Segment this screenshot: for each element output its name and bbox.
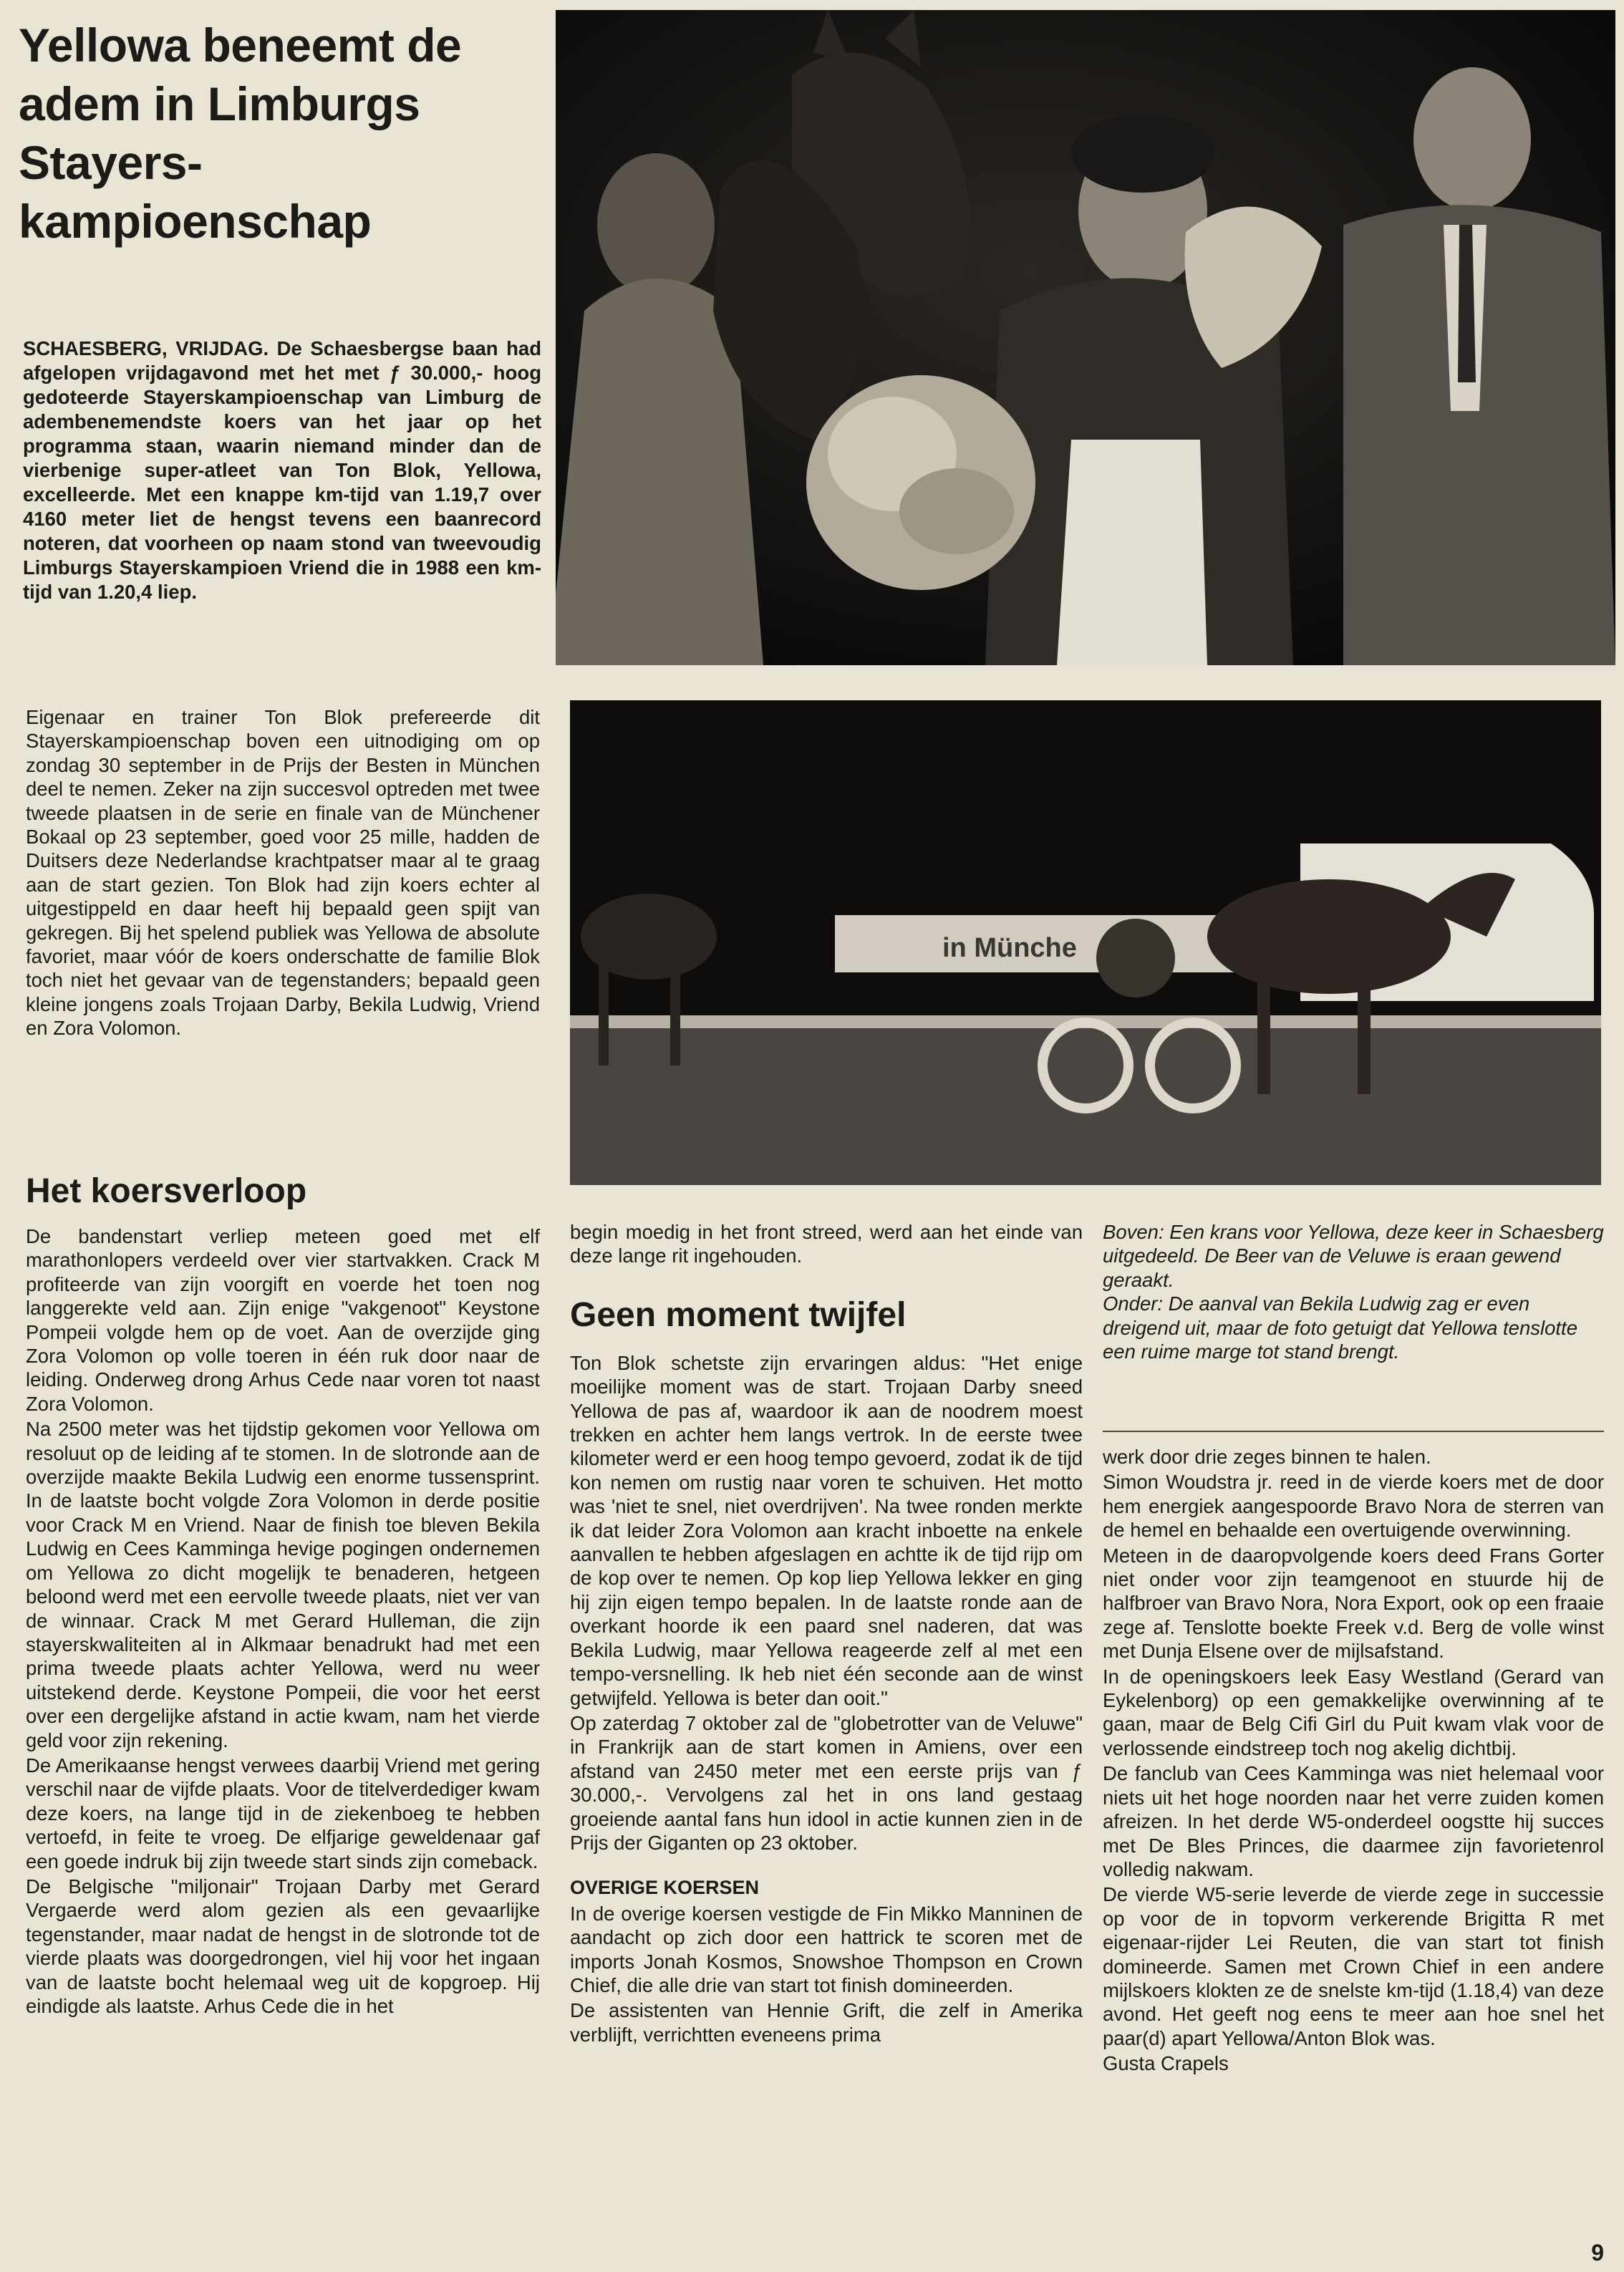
paragraph: werk door drie zeges binnen te halen. (1103, 1446, 1431, 1468)
article-headline: Yellowa beneemt de adem in Limburgs Stayers-kampioenschap (19, 19, 462, 248)
author-byline: Gusta Crapels (1103, 2052, 1229, 2075)
right-column (1103, 1445, 1604, 2077)
section-heading-koersverloop: Het koersverloop (26, 1172, 307, 1210)
paragraph: In de openingskoers leek Easy Westland (Gerard van Eykelenborg) op een gemakkelijke overwinning af te gaan, maar de Belg Cifi Girl du Puit kwam vlak voor de verlossende eindstreep toch nog akelig dichtbij. (1103, 1665, 1604, 1759)
paragraph: De assistenten van Hennie Grift, die zelf in Amerika verblijft, verrichtten eveneens prima (570, 1999, 1083, 2046)
caption-top: Boven: Een krans voor Yellowa, deze keer in Schaesberg uitgedeeld. De Beer van de Veluwe is eraan gewend geraakt. (1103, 1221, 1604, 1291)
paragraph: De Amerikaanse hengst verwees daarbij Vriend met gering verschil naar de vijfde plaats. Voor de titelverdediger kwam deze koers, na lange tijd in de ziekenboeg te hebben vertoefd, in feite te vroeg. De elfjarige geweldenaar gaf een goede indruk bij zijn tweede start sinds zijn comeback. (26, 1754, 540, 1872)
article-lead: SCHAESBERG, VRIJDAG. De Schaesbergse baan had afgelopen vrijdagavond met het met ƒ 30.000,- hoog gedoteerde Stayerskampioenschap van Limburg de adembenemendste koers van het jaar op het programma staan, waarin niemand minder dan de vierbenige super-atleet van Ton Blok, Yellowa, excelleerde. Met een knappe km-tijd van 1.19,7 over 4160 meter liet de hengst tevens een baanrecord noteren, dat voorheen op naam stond van tweevoudig Limburgs Stayerskampioen Vriend die in 1988 een km-tijd van 1.20,4 liep. (23, 337, 541, 603)
paragraph: Op zaterdag 7 oktober zal de "globetrotter van de Veluwe" in Frankrijk aan de start komen in Amiens, over een afstand van 2450 meter met een eerste prijs van ƒ 30.000,-. Vervolgens zal het in ons land gestaag groeiende aantal fans hun idool in actie kunnen zien in de Prijs der Giganten op 23 oktober. (570, 1711, 1083, 1854)
photo-race-finish (570, 700, 1601, 1185)
caption-bottom: Onder: De aanval van Bekila Ludwig zag er even dreigend uit, maar de foto getuigt dat Yellowa tenslotte een ruime marge tot stand brengt. (1103, 1292, 1577, 1363)
paragraph: Meteen in de daaropvolgende koers deed Frans Gorter niet onder voor zijn teamgenoot en stuurde hij de halfbroer van Bravo Nora, Nora Export, ook op een fraaie zege af. Tenslotte boekte Freek v.d. Berg de volle winst met Dunja Elsene over de mijlsafstand. (1103, 1544, 1604, 1663)
photo-caption (1103, 1220, 1604, 1363)
photo-award-ceremony (556, 10, 1615, 665)
paragraph: De fanclub van Cees Kamminga was niet helemaal voor niets uit het hoge noorden naar het verre zuiden komen afreizen. In het derde W5-onderdeel oogstte hij succes met De Bles Princes, die daarmee zijn favorietenrol volledig nakwam. (1103, 1762, 1604, 1880)
caption-divider (1103, 1431, 1604, 1432)
paragraph: De bandenstart verliep meteen goed met elf marathonlopers verdeeld over vier startvakken. Crack M profiteerde van zijn voorgift en voerde het toen nog langgerekte veld aan. Zijn enige "vakgenoot" Keystone Pompeii volgde hem op de voet. Aan de overzijde ging Zora Volomon op volle toeren in één ruk door naar de leiding. Onderweg drong Arhus Cede naar voren tot naast Zora Volomon. (26, 1225, 540, 1415)
paragraph: De vierde W5-serie leverde de vierde zege in successie op voor de in topvorm verkerende Brigitta R met eigenaar-rijder Lei Reuten, die van start tot finish domineerde. Samen met Crown Chief in een andere mijlskoers klokten ze de snelste km-tijd (1.18,4) van deze avond. Het geeft nog eens te meer aan hoe snel het paar(d) apart Yellowa/Anton Blok was. (1103, 1883, 1604, 2049)
middle-column (570, 1220, 1083, 2048)
paragraph: begin moedig in het front streed, werd aan het einde van deze lange rit ingehouden. (570, 1221, 1083, 1267)
paragraph: De Belgische "miljonair" Trojaan Darby met Gerard Vergaerde werd alom gezien als een gevaarlijke tegenstander, maar nadat de hengst in de slotronde tot de vierde plaats was doorgedrongen, viel hij voor het ingaan van de laatste bocht helemaal weg uit de kopgroep. Hij eindigde als laatste. Arhus Cede die in het (26, 1875, 540, 2017)
left-column-race (26, 1171, 540, 2019)
paragraph: In de overige koersen vestigde de Fin Mikko Manninen de aandacht op zich door een hattrick te scoren met de imports Jonah Kosmos, Snowshoe Thompson en Crown Chief, die alle drie van start tot finish domineerden. (570, 1902, 1083, 1996)
page-number: 9 (1591, 2240, 1604, 2266)
intro-paragraph: Eigenaar en trainer Ton Blok prefereerde dit Stayerskampioenschap boven een uitnodiging om op zondag 30 september in de Prijs der Besten in München deel te nemen. Zeker na zijn succesvol optreden met twee tweede plaatsen in de serie en finale van de Münchener Bokaal op 23 september, goed voor 25 mille, hadden de Duitsers deze Nederlandse krachtpatser maar al te graag aan de start gezien. Ton Blok had zijn koers echter al uitgestippeld en daar heeft hij bepaald geen spijt van gekregen. Bij het spelend publiek was Yellowa de absolute favoriet, maar vóór de koers onderschatte de familie Blok toch niet het gevaar van de tegenstanders; bepaald geen kleine jongens zoals Trojaan Darby, Bekila Ludwig, Vriend en Zora Volomon. (26, 706, 540, 1040)
paragraph: Ton Blok schetste zijn ervaringen aldus: "Het enige moeilijke moment was de start. Trojaan Darby sneed Yellowa de pas af, waardoor ik aan de noodrem moest trekken en achter hem langs vertrok. In de eerste twee kilometer werd er een hoog tempo gevoerd, zodat ik de tijd kon nemen om rustig naar voren te schuiven. Het motto was 'niet te snel, niet overdrijven'. Na twee ronden merkte ik dat leider Zora Volomon aan kracht inboette na enkele aanvallen te hebben afgeslagen en achtte ik de tijd rijp om de kop over te nemen. Op kop liep Yellowa lekker en ging hij zijn eigen tempo bepalen. In de laatste ronde aan de overkant hoorde ik een paard snel naderen, dat was Bekila Ludwig, maar Yellowa reageerde zelf al met een tempo-versnelling. Ik heb niet één seconde aan de winst getwijfeld. Yellowa is beter dan ooit." (570, 1351, 1083, 1709)
section-heading-overige-koersen: OVERIGE KOERSEN (570, 1877, 760, 1899)
paragraph: Simon Woudstra jr. reed in de vierde koers met de door hem energiek aangespoorde Bravo Nora de sterren van de hemel en behaalde een overtuigende overwinning. (1103, 1471, 1604, 1542)
photo-award-ceremony-image (556, 10, 1615, 665)
section-heading-geen-moment-twijfel: Geen moment twijfel (570, 1295, 907, 1334)
photo-race-finish-image (570, 700, 1601, 1185)
signboard-text: in Münche (942, 933, 1077, 963)
paragraph: Na 2500 meter was het tijdstip gekomen voor Yellowa om resoluut op de leiding af te stomen. In de slotronde aan de overzijde maakte Bekila Ludwig een enorme tussensprint. In de laatste bocht volgde Zora Volomon in derde positie voor Crack M en Vriend. Naar de finish toe bleven Bekila Ludwig en Cees Kamminga hevige pogingen ondernemen om Yellowa zo dicht mogelijk te benaderen, hetgeen beloond werd met een eervolle tweede plaats, niet ver van de winnaar. Crack M met Gerard Hulleman, die zijn stayerskwaliteiten al in Alkmaar benadrukt had met een prima tweede plaats achter Yellowa, werd nu weer uitstekend derde. Keystone Pompeii, die voor het eerst over een dergelijke afstand in actie kwam, nam het vierde geld voor zijn rekening. (26, 1418, 540, 1751)
left-column-intro (26, 705, 540, 1042)
